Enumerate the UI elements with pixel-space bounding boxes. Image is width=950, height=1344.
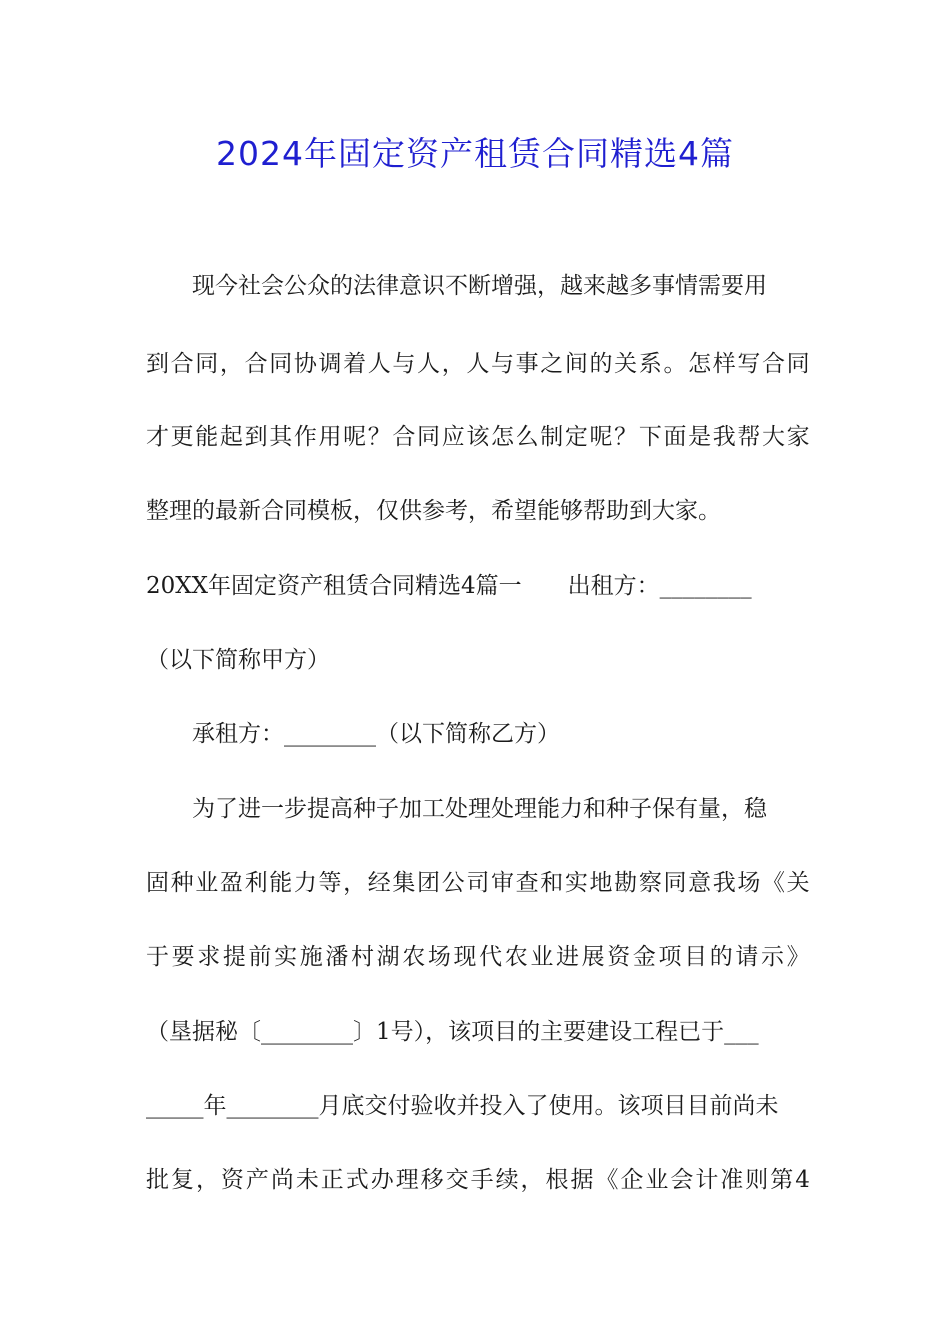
glyph: 公 <box>441 870 465 896</box>
glyph: 起 <box>219 424 243 450</box>
glyph: 集 <box>392 870 416 896</box>
lessee-line: 承租方：________（以下简称乙方） <box>192 721 560 747</box>
paragraph-line-4: 整理的最新合同模板，仅供参考，希望能够帮助到大家。 <box>146 498 721 524</box>
glyph: 样 <box>712 351 736 377</box>
glyph: 根 <box>545 1167 569 1193</box>
glyph: 合 <box>170 351 194 377</box>
glyph: 和 <box>540 870 564 896</box>
glyph: 勘 <box>614 870 638 896</box>
glyph: 更 <box>170 424 194 450</box>
glyph: 要 <box>171 944 195 970</box>
glyph: ？ <box>614 424 638 450</box>
paragraph2-line-2 <box>146 868 810 898</box>
glyph: 批 <box>146 1167 169 1193</box>
glyph: 同 <box>786 351 810 377</box>
glyph: 农 <box>402 944 426 970</box>
contract-heading-line: 20XX年固定资产租赁合同精选4篇一 出租方：________ <box>146 573 752 599</box>
glyph: ？ <box>367 424 391 450</box>
glyph: 尚 <box>270 1167 294 1193</box>
glyph: 金 <box>632 944 656 970</box>
glyph: 察 <box>638 870 662 896</box>
glyph: 协 <box>293 351 317 377</box>
glyph: 关 <box>614 351 638 377</box>
glyph: 同 <box>663 870 687 896</box>
glyph: 正 <box>320 1167 344 1193</box>
glyph: 写 <box>737 351 761 377</box>
glyph: 复 <box>170 1167 194 1193</box>
glyph: 准 <box>720 1167 744 1193</box>
glyph: 潘 <box>325 944 349 970</box>
glyph: 农 <box>504 944 528 970</box>
glyph: 实 <box>274 944 298 970</box>
glyph: 固 <box>146 870 169 896</box>
glyph: 种 <box>170 870 194 896</box>
glyph: 产 <box>245 1167 269 1193</box>
glyph: 同 <box>417 424 441 450</box>
glyph: 同 <box>195 351 219 377</box>
paragraph-line-1: 现今社会公众的法律意识不断增强，越来越多事情需要用 <box>192 273 767 299</box>
glyph: 业 <box>530 944 554 970</box>
glyph: 能 <box>269 870 293 896</box>
glyph: 我 <box>712 424 736 450</box>
glyph: 间 <box>564 351 588 377</box>
glyph: 大 <box>762 424 786 450</box>
glyph: 现 <box>453 944 477 970</box>
glyph: 资 <box>220 1167 244 1193</box>
glyph: 着 <box>343 351 367 377</box>
glyph: 到 <box>244 424 268 450</box>
glyph: 关 <box>786 870 810 896</box>
glyph: 手 <box>470 1167 494 1193</box>
glyph: 到 <box>146 351 169 377</box>
glyph: 团 <box>417 870 441 896</box>
glyph: 村 <box>351 944 374 970</box>
glyph: 资 <box>607 944 631 970</box>
glyph: 业 <box>195 870 219 896</box>
glyph: 请 <box>735 944 759 970</box>
glyph: ， <box>219 351 243 377</box>
glyph: 呢 <box>343 424 367 450</box>
glyph: 经 <box>367 870 391 896</box>
glyph: 提 <box>222 944 246 970</box>
glyph: ， <box>441 351 465 377</box>
glyph: 场 <box>427 944 451 970</box>
glyph: 的 <box>709 944 733 970</box>
glyph: 用 <box>318 424 342 450</box>
glyph: ， <box>343 870 367 896</box>
glyph: 湖 <box>376 944 400 970</box>
glyph: 定 <box>564 424 588 450</box>
glyph: 求 <box>197 944 221 970</box>
glyph: 是 <box>688 424 712 450</box>
glyph: 场 <box>737 870 761 896</box>
glyph: 目 <box>684 944 708 970</box>
glyph: 于 <box>146 944 169 970</box>
glyph: 示 <box>761 944 784 970</box>
glyph: 与 <box>490 351 514 377</box>
glyph: 能 <box>195 424 219 450</box>
paragraph2-line-4: （垦据秘〔________〕1号），该项目的主要建设工程已于___ <box>146 1019 759 1045</box>
glyph: 合 <box>392 424 416 450</box>
glyph: 面 <box>663 424 687 450</box>
glyph: 实 <box>564 870 588 896</box>
glyph: 式 <box>345 1167 369 1193</box>
glyph: 办 <box>370 1167 394 1193</box>
glyph: 等 <box>318 870 342 896</box>
glyph: ， <box>195 1167 219 1193</box>
glyph: 施 <box>299 944 323 970</box>
glyph: 交 <box>445 1167 469 1193</box>
glyph: 《 <box>762 870 786 896</box>
lessor-abbrev-line: （以下简称甲方） <box>146 647 330 673</box>
glyph: 同 <box>269 351 293 377</box>
glyph: 项 <box>658 944 682 970</box>
glyph: 呢 <box>589 424 613 450</box>
paragraph2-line-1: 为了进一步提高种子加工处理处理能力和种子保有量，稳 <box>192 796 767 822</box>
glyph: 意 <box>688 870 712 896</box>
glyph: ， <box>520 1167 544 1193</box>
glyph: 续 <box>495 1167 519 1193</box>
glyph: 人 <box>466 351 490 377</box>
glyph: 合 <box>762 351 786 377</box>
glyph: 利 <box>244 870 268 896</box>
glyph: 企 <box>620 1167 644 1193</box>
glyph: 人 <box>367 351 391 377</box>
paragraph2-line-3 <box>146 942 810 972</box>
glyph: 作 <box>293 424 317 450</box>
glyph: 计 <box>695 1167 719 1193</box>
glyph: 才 <box>146 424 169 450</box>
paragraph-line-2 <box>146 349 810 379</box>
glyph: 审 <box>490 870 514 896</box>
glyph: 》 <box>786 944 810 970</box>
glyph: 帮 <box>737 424 761 450</box>
glyph: 其 <box>269 424 293 450</box>
glyph: 怎 <box>688 351 712 377</box>
glyph: 移 <box>420 1167 444 1193</box>
glyph: 怎 <box>490 424 514 450</box>
glyph: 下 <box>638 424 662 450</box>
paragraph2-line-5: _____年________月底交付验收并投入了使用。该项目目前尚未 <box>146 1093 779 1119</box>
paragraph-line-3 <box>146 422 810 452</box>
glyph: 据 <box>570 1167 594 1193</box>
glyph: 该 <box>466 424 490 450</box>
paragraph2-line-6 <box>146 1165 810 1195</box>
glyph: 制 <box>540 424 564 450</box>
document-title: 2024年固定资产租赁合同精选4篇 <box>216 134 734 173</box>
glyph: 《 <box>595 1167 619 1193</box>
glyph: 与 <box>392 351 416 377</box>
glyph: 之 <box>540 351 564 377</box>
glyph: 应 <box>441 424 465 450</box>
glyph: 地 <box>589 870 613 896</box>
glyph: 司 <box>466 870 490 896</box>
glyph: 会 <box>670 1167 694 1193</box>
glyph: 。 <box>663 351 687 377</box>
glyph: 未 <box>295 1167 319 1193</box>
glyph: 展 <box>581 944 605 970</box>
glyph: 进 <box>556 944 579 970</box>
glyph: 系 <box>638 351 662 377</box>
glyph: 么 <box>515 424 539 450</box>
glyph: 查 <box>515 870 539 896</box>
glyph: 家 <box>786 424 810 450</box>
glyph: 代 <box>479 944 503 970</box>
glyph: 的 <box>589 351 613 377</box>
glyph: 人 <box>417 351 441 377</box>
glyph: 合 <box>244 351 268 377</box>
glyph: 力 <box>293 870 317 896</box>
glyph: 调 <box>318 351 342 377</box>
glyph: 业 <box>645 1167 669 1193</box>
glyph: 前 <box>248 944 272 970</box>
glyph: 事 <box>515 351 539 377</box>
glyph: 理 <box>395 1167 419 1193</box>
glyph: 则 <box>745 1167 769 1193</box>
glyph: 我 <box>712 870 736 896</box>
glyph: 4 <box>795 1167 810 1193</box>
glyph: 盈 <box>219 870 243 896</box>
glyph: 第 <box>770 1167 794 1193</box>
